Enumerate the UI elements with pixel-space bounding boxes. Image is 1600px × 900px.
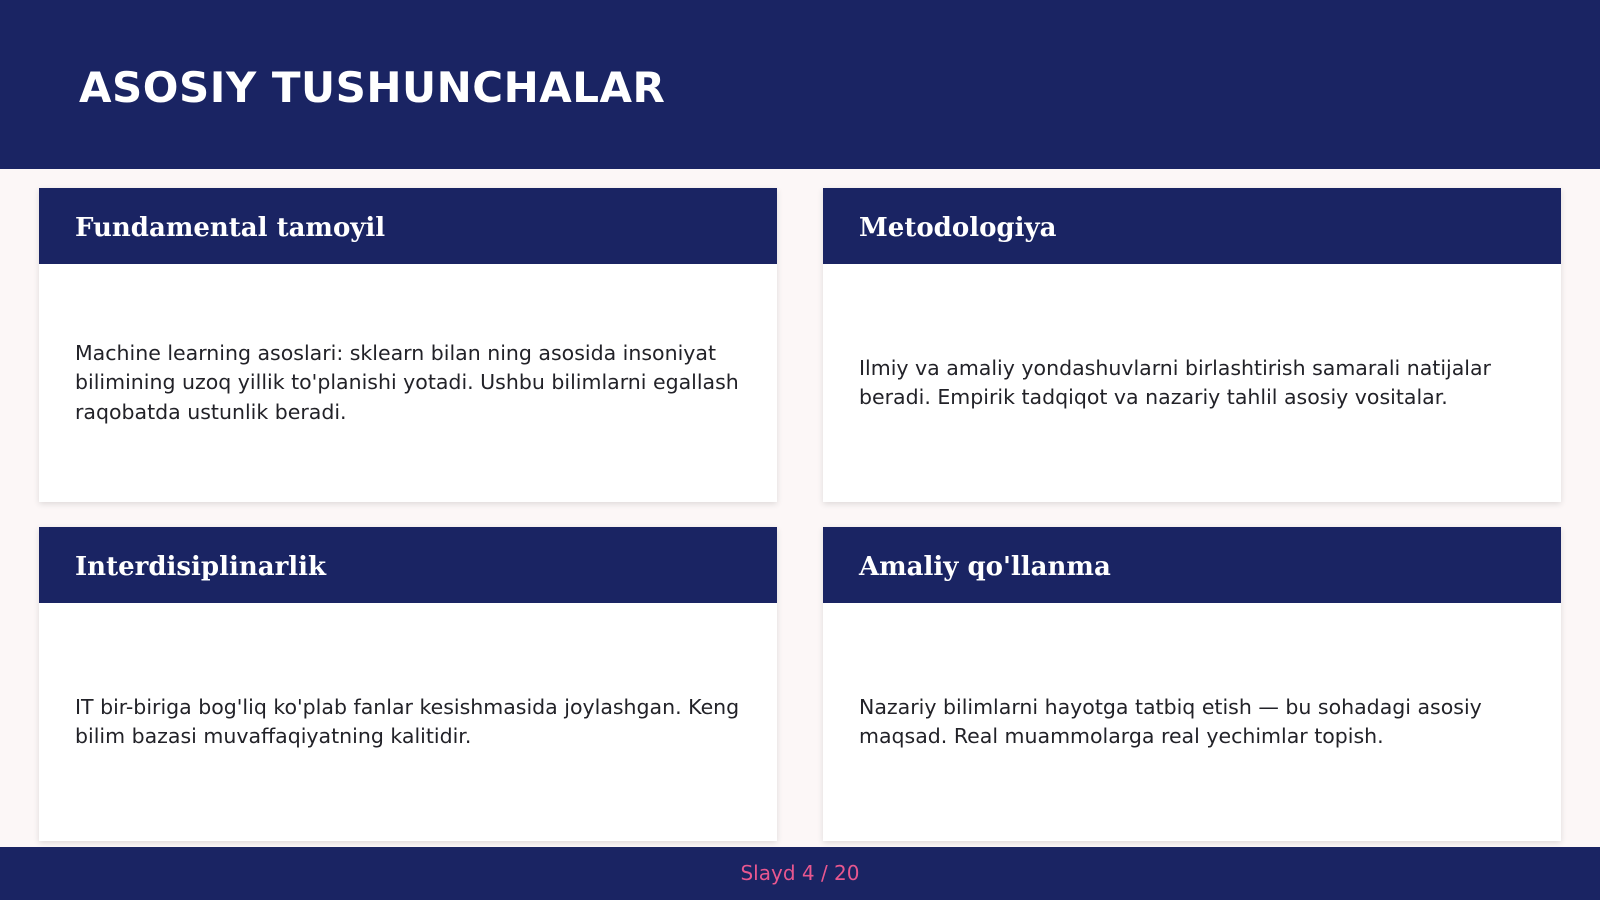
- concept-card-interdisciplinary: [39, 527, 777, 841]
- card-header: [823, 188, 1561, 264]
- concept-card-methodology: [823, 188, 1561, 502]
- card-title: Interdisiplinarlik: [75, 552, 327, 582]
- card-header: [39, 188, 777, 264]
- card-title: Fundamental tamoyil: [75, 213, 386, 243]
- slide-number: Slayd 4 / 20: [740, 861, 860, 885]
- card-header: [39, 527, 777, 603]
- slide-header: [0, 0, 1600, 169]
- card-body: [75, 603, 741, 841]
- slide-footer: [0, 847, 1600, 900]
- concept-card-fundamental: [39, 188, 777, 502]
- card-header: [823, 527, 1561, 603]
- card-title: Amaliy qo'llanma: [859, 552, 1111, 582]
- card-text: Nazariy bilimlarni hayotga tatbiq etish — bu sohadagi asosiy maqsad. Real muammolarga real yechimlar topish.: [859, 694, 1482, 748]
- card-title: Metodologiya: [859, 213, 1057, 243]
- card-body: [75, 264, 741, 502]
- card-body: [859, 603, 1525, 841]
- card-text: Machine learning asoslari: sklearn bilan ning asosida insoniyat bilimining uzoq yillik to'planishi yotadi. Ushbu bilimlarni egallash raqobatda ustunlik beradi.: [75, 340, 739, 424]
- card-text: IT bir-biriga bog'liq ko'plab fanlar kesishmasida joylashgan. Keng bilim bazasi muvaffaqiyatning kalitidir.: [75, 694, 740, 748]
- card-text: Ilmiy va amaliy yondashuvlarni birlashtirish samarali natijalar beradi. Empirik tadqiqot va nazariy tahlil asosiy vositalar.: [859, 355, 1491, 409]
- concept-card-practical: [823, 527, 1561, 841]
- slide-title: ASOSIY TUSHUNCHALAR: [79, 63, 666, 112]
- card-body: [859, 264, 1525, 502]
